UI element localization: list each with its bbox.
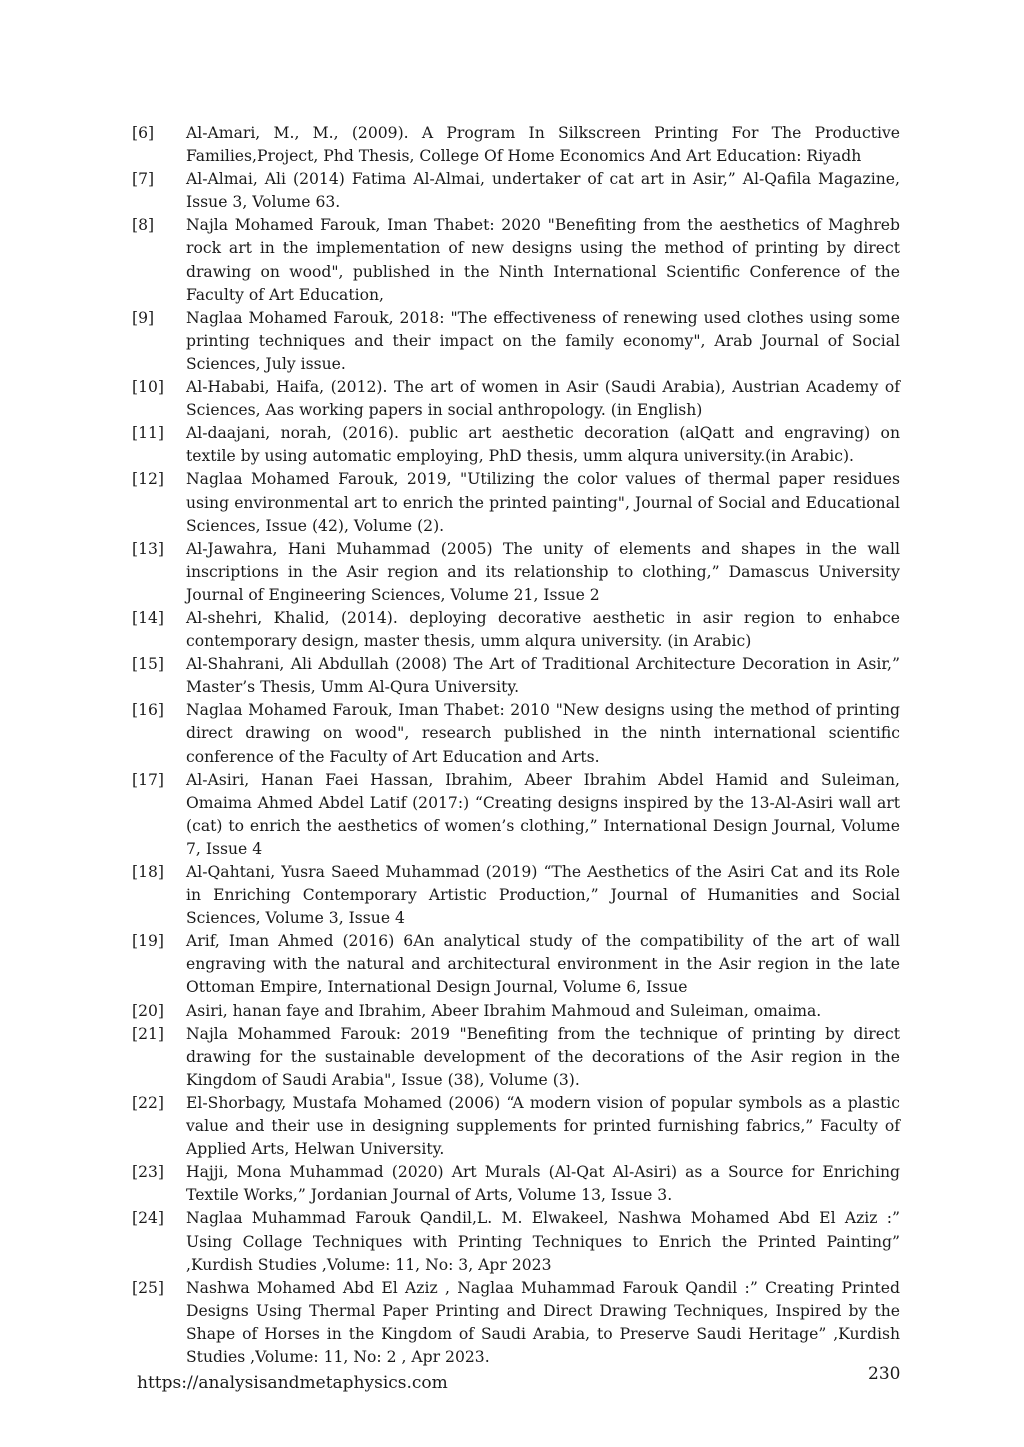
reference-number: [14] xyxy=(132,608,165,627)
reference-text: Naglaa Mohamed Farouk, 2019, "Utilizing the color values of thermal paper residues using environmental art to enrich the printed painting", Journal of Social and Educational Sciences, Issue (42), Volume (2). xyxy=(186,470,900,535)
reference-item xyxy=(132,607,900,653)
reference-number: [19] xyxy=(132,932,165,951)
reference-text: Najla Mohamed Farouk, Iman Thabet: 2020 "Benefiting from the aesthetics of Maghreb rock art in the implementation of new designs using the method of printing by direct drawing on wood", published in the Ninth International Scientific Conference of the Faculty of Art Education, xyxy=(186,216,900,304)
reference-text: Al-shehri, Khalid, (2014). deploying decorative aesthetic in asir region to enhabce contemporary design, master thesis, umm alqura university. (in Arabic) xyxy=(186,608,900,651)
reference-item xyxy=(132,1277,900,1369)
reference-number: [23] xyxy=(132,1163,165,1182)
reference-text: El-Shorbagy, Mustafa Mohamed (2006) “A modern vision of popular symbols as a plastic value and their use in designing supplements for printed furnishing fabrics,” Faculty of Applied Arts, Helwan University. xyxy=(186,1093,900,1159)
reference-text: Hajji, Mona Muhammad (2020) Art Murals (Al-Qat Al-Asiri) as a Source for Enriching Textile Works,” Jordanian Journal of Arts, Volume 13, Issue 3. xyxy=(186,1163,900,1205)
reference-item xyxy=(132,168,900,214)
reference-number: [6] xyxy=(132,124,155,142)
reference-list xyxy=(132,122,900,1369)
reference-item xyxy=(132,1000,900,1023)
reference-number: [17] xyxy=(132,770,165,789)
reference-text: Naglaa Mohamed Farouk, Iman Thabet: 2010 "New designs using the method of printing direct drawing on wood", research published in the ninth international scientific conference of the Faculty of Art Education and Arts. xyxy=(186,701,900,766)
reference-text: Al-Almai, Ali (2014) Fatima Al-Almai, undertaker of cat art in Asir,” Al-Qafila Magazine, Issue 3, Volume 63. xyxy=(186,170,900,212)
reference-number: [24] xyxy=(132,1209,165,1228)
reference-text: Al-Qahtani, Yusra Saeed Muhammad (2019) “The Aesthetics of the Asiri Cat and its Role in Enriching Contemporary Artistic Production,” Journal of Humanities and Social Sciences, Volume 3, Issue 4 xyxy=(186,863,900,928)
reference-item xyxy=(132,769,900,861)
reference-number: [11] xyxy=(132,424,165,443)
reference-number: [20] xyxy=(132,1001,165,1020)
reference-item xyxy=(132,468,900,537)
reference-item xyxy=(132,653,900,699)
reference-item xyxy=(132,1092,900,1161)
reference-item xyxy=(132,538,900,607)
page-number: 230 xyxy=(868,1364,901,1384)
reference-number: [22] xyxy=(132,1093,165,1112)
reference-text: Al-Shahrani, Ali Abdullah (2008) The Art of Traditional Architecture Decoration in Asir,” Master’s Thesis, Umm Al-Qura University. xyxy=(186,655,900,697)
reference-text: Asiri, hanan faye and Ibrahim, Abeer Ibrahim Mahmoud and Suleiman, omaima. xyxy=(186,1001,822,1020)
reference-text: Al-daajani, norah, (2016). public art aesthetic decoration (alQatt and engraving) on textile by using automatic employing, PhD thesis, umm alqura university.(in Arabic). xyxy=(186,424,900,466)
reference-item xyxy=(132,422,900,468)
reference-number: [12] xyxy=(132,470,165,489)
footer-url-link[interactable]: https://analysisandmetaphysics.com xyxy=(137,1373,448,1393)
reference-item xyxy=(132,214,900,306)
reference-text: Najla Mohammed Farouk: 2019 "Benefiting from the technique of printing by direct drawing for the sustainable development of the decorations of the Asir region in the Kingdom of Saudi Arabia", Issue (38), Volume (3). xyxy=(186,1024,900,1089)
reference-number: [7] xyxy=(132,170,155,189)
reference-number: [15] xyxy=(132,655,165,674)
reference-item xyxy=(132,376,900,422)
reference-item xyxy=(132,930,900,999)
reference-number: [16] xyxy=(132,701,165,720)
reference-text: Arif, Iman Ahmed (2016) 6An analytical study of the compatibility of the art of wall engraving with the natural and architectural environment in the Asir region in the late Ottoman Empire, International Design Journal, Volume 6, Issue xyxy=(186,932,900,997)
reference-text: Naglaa Mohamed Farouk, 2018: "The effectiveness of renewing used clothes using some printing techniques and their impact on the family economy", Arab Journal of Social Sciences, July issue. xyxy=(186,308,900,373)
reference-item xyxy=(132,699,900,768)
reference-item xyxy=(132,1161,900,1207)
reference-item xyxy=(132,122,900,168)
reference-text: Al-Jawahra, Hani Muhammad (2005) The unity of elements and shapes in the wall inscriptions in the Asir region and its relationship to clothing,” Damascus University Journal of Engineering Sciences, Volume 21, Issue 2 xyxy=(186,539,900,604)
reference-item xyxy=(132,307,900,376)
reference-number: [25] xyxy=(132,1278,165,1297)
reference-number: [18] xyxy=(132,863,165,881)
reference-item xyxy=(132,1207,900,1276)
reference-number: [8] xyxy=(132,216,155,235)
reference-text: Al-Hababi, Haifa, (2012). The art of women in Asir (Saudi Arabia), Austrian Academy of Sciences, Aas working papers in social anthropology. (in English) xyxy=(186,378,900,420)
reference-number: [10] xyxy=(132,378,165,397)
reference-number: [9] xyxy=(132,308,155,327)
reference-number: [21] xyxy=(132,1024,165,1043)
reference-item xyxy=(132,1023,900,1092)
reference-text: Al-Amari, M., M., (2009). A Program In Silkscreen Printing For The Productive Families,Project, Phd Thesis, College Of Home Economics And Art Education: Riyadh xyxy=(186,124,900,166)
reference-text: Al-Asiri, Hanan Faei Hassan, Ibrahim, Abeer Ibrahim Abdel Hamid and Suleiman, Omaima Ahmed Abdel Latif (2017:) “Creating designs inspired by the 13-Al-Asiri wall art (cat) to enrich the aesthetics of women’s clothing,” International Design Journal, Volume 7, Issue 4 xyxy=(186,770,900,858)
reference-text: Nashwa Mohamed Abd El Aziz , Naglaa Muhammad Farouk Qandil :” Creating Printed Designs Using Thermal Paper Printing and Direct Drawing Techniques, Inspired by the Shape of Horses in the Kingdom of Saudi Arabia, to Preserve Saudi Heritage” ,Kurdish Studies ,Volume: 11, No: 2 , Apr 2023. xyxy=(186,1278,900,1366)
reference-number: [13] xyxy=(132,539,165,558)
reference-item xyxy=(132,861,900,930)
reference-text: Naglaa Muhammad Farouk Qandil,L. M. Elwakeel, Nashwa Mohamed Abd El Aziz :” Using Collage Techniques with Printing Techniques to Enrich the Printed Painting” ,Kurdish Studies ,Volume: 11, No: 3, Apr 2023 xyxy=(186,1209,900,1274)
